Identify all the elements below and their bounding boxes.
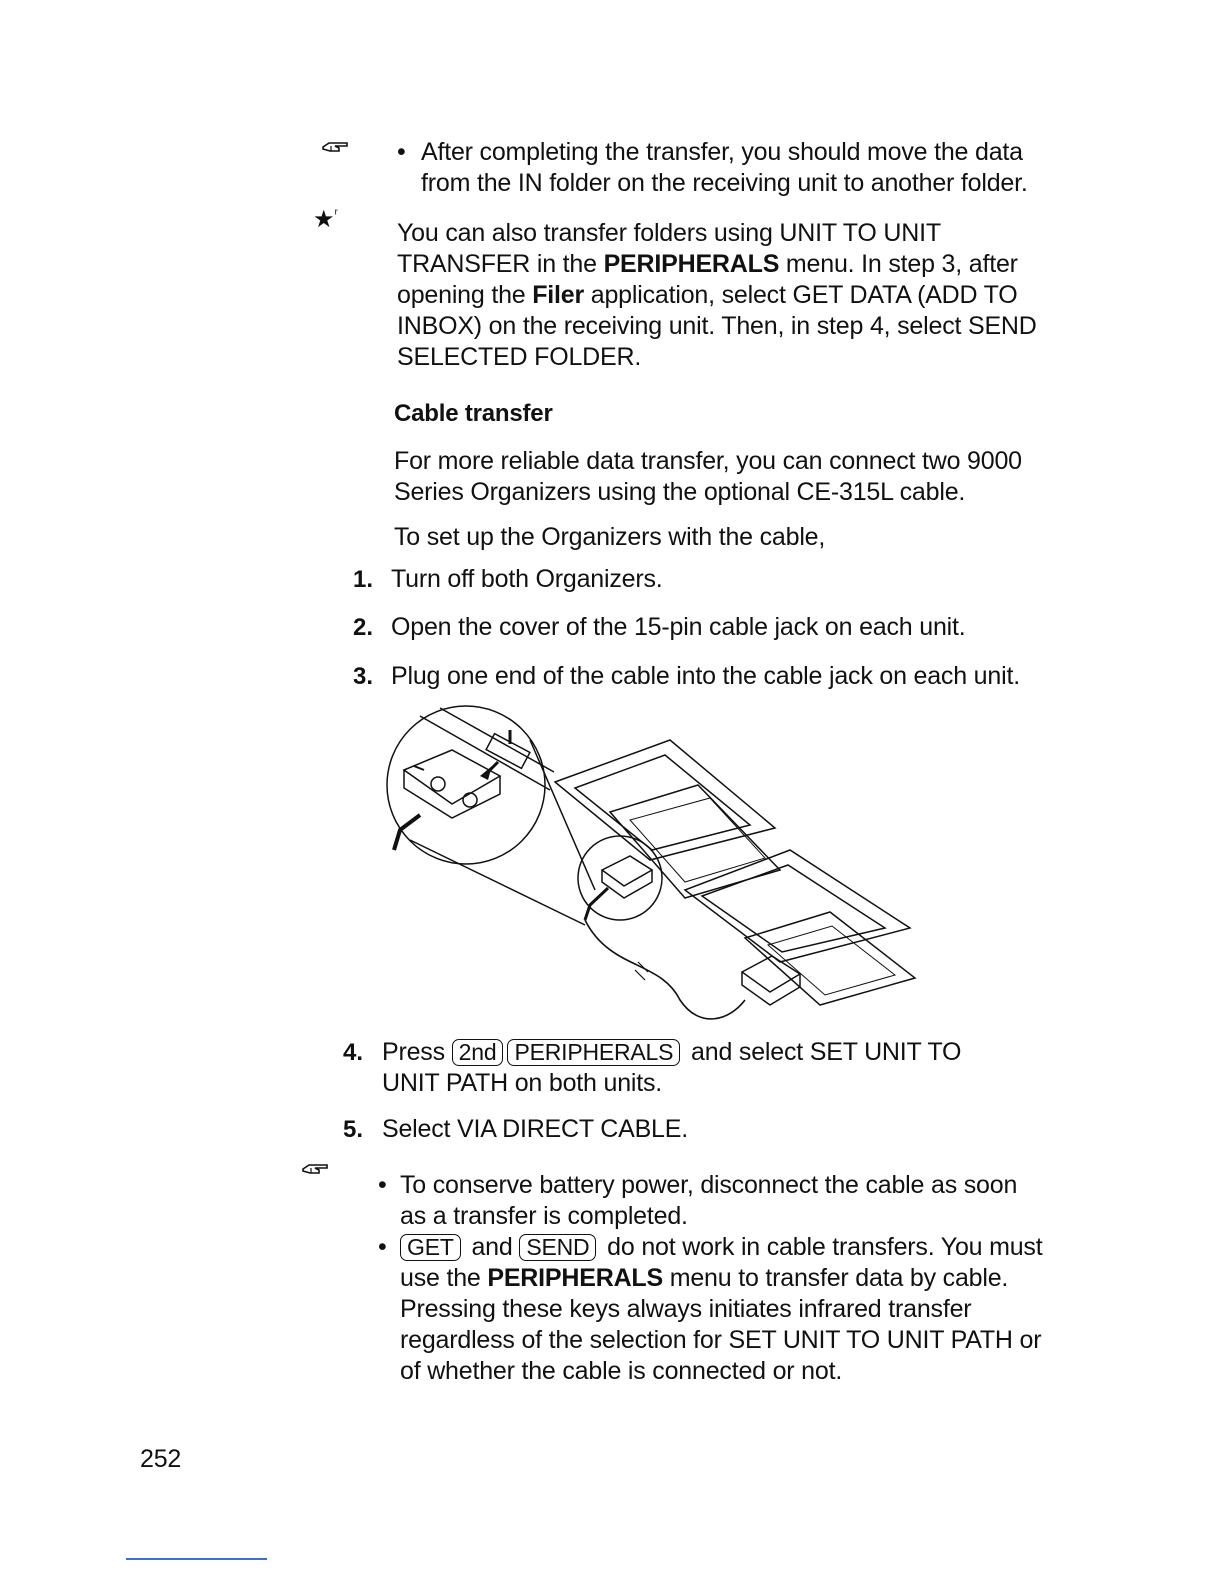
bullet-dot: • [397,138,406,166]
pointing-hand-icon [302,1160,330,1178]
note-text: do not work in cable transfers. You must use the [400,1233,1043,1292]
key-get: GET [400,1234,461,1261]
step-number: 4. [343,1039,364,1066]
page-number: 252 [140,1445,182,1473]
step-text: Open the cover of the 15-pin cable jack on each unit. [391,613,966,641]
bullet-dot: • [378,1233,387,1261]
setup-line: To set up the Organizers with the cable, [394,523,826,551]
step-text: Plug one end of the cable into the cable jack on each unit. [391,662,1020,690]
step-4-text [382,1037,1022,1099]
note-text: After completing the transfer, you should move the data from the IN folder on the receiving unit to another folder. [421,138,1028,197]
bullet-dot: • [378,1171,387,1199]
step-number: 5. [343,1116,364,1143]
intro-paragraph: For more reliable data transfer, you can connect two 9000 Series Organizers using the optional CE-315L cable. [394,447,1022,506]
step-text: Press [382,1038,445,1066]
step-text: Select VIA DIRECT CABLE. [382,1115,688,1143]
step-text: Turn off both Organizers. [391,565,663,593]
peripherals-menu-name: PERIPHERALS [603,250,780,278]
key-2nd: 2nd [452,1039,504,1066]
star-tip-icon: ★$^ʳ$ [313,205,338,233]
step-number: 1. [353,566,374,593]
note-text: To conserve battery power, disconnect the cable as soon as a transfer is completed. [400,1171,1018,1230]
note-bullet [397,137,1077,199]
key-send: SEND [519,1234,596,1261]
section-heading: Cable transfer [394,400,553,427]
step-number: 3. [353,663,374,690]
note-bullet [378,1232,1058,1387]
note-text: and [471,1233,513,1261]
tip-text: You can also transfer folders using UNIT TO UNIT TRANSFER in the [397,219,941,278]
cable-connection-illustration [380,700,960,1030]
step-number: 2. [353,614,374,641]
key-peripherals: PERIPHERALS [507,1039,680,1066]
pointing-hand-icon [322,138,350,156]
note-bullet [378,1170,1018,1232]
peripherals-menu-name: PERIPHERALS [487,1264,663,1292]
tip-text: application, select GET DATA (ADD TO INBOX) on the receiving unit. Then, in step 4, select SEND SELECTED FOLDER. [397,281,1037,371]
tip-paragraph [397,218,1069,373]
filer-app-name: Filer [532,281,585,309]
footer-rule [126,1558,267,1560]
step-text: and select SET UNIT TO UNIT PATH on both units. [382,1038,962,1097]
tip-text: menu. In step 3, after opening the [397,250,1018,309]
note-text: menu to transfer data by cable. Pressing these keys always initiates infrared transfer regardless of the selection for SET UNIT TO UNIT PATH or of whether the cable is connected or not. [400,1264,1042,1385]
